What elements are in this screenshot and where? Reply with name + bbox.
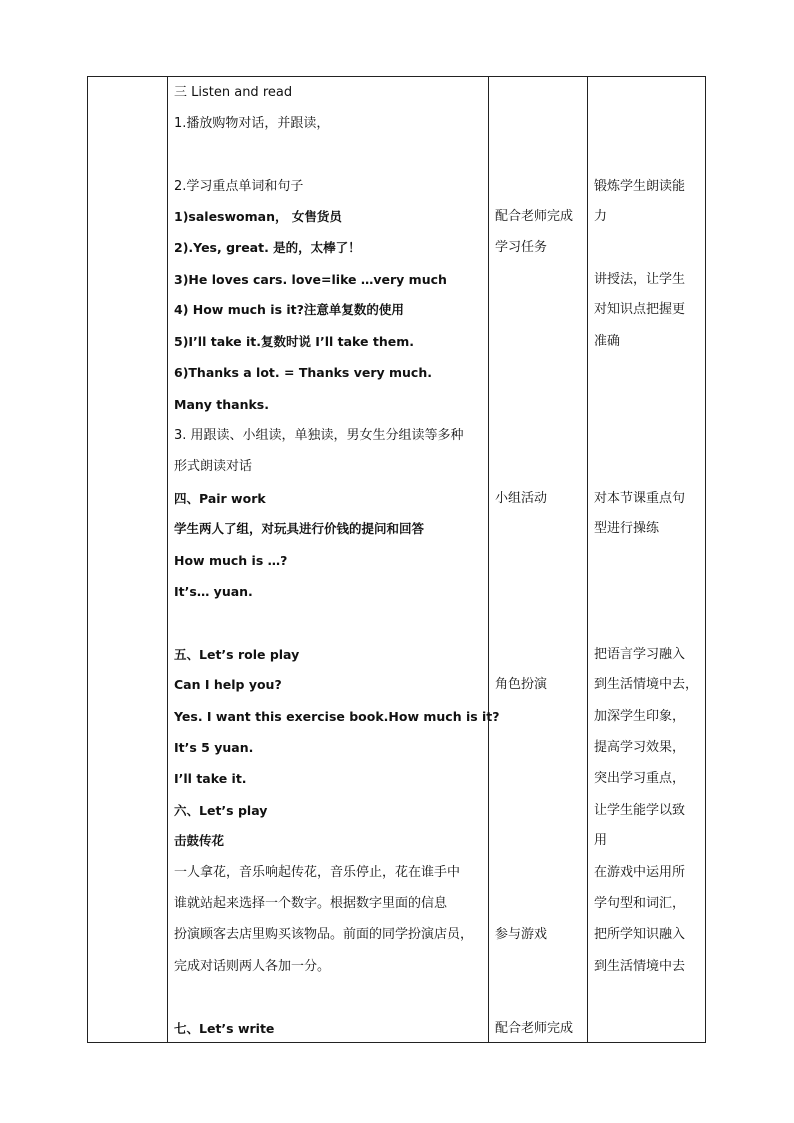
text-line: 学句型和词汇， [594, 896, 686, 911]
text-line: 形式朗读对话 [174, 459, 253, 474]
text-line: 1.播放购物对话，并跟读， [174, 116, 330, 131]
text-line: 把语言学习融入 [594, 647, 686, 662]
text-line: Many thanks. [174, 397, 269, 412]
section-heading: 六、Let’s play [174, 803, 268, 818]
text-line: 扮演顾客去店里购买该物品。前面的同学扮演店员， [174, 927, 474, 942]
text-line: 学生两人了组，对玩具进行价钱的提问和回答 [174, 521, 425, 536]
text-line: 讲授法，让学生 [594, 272, 686, 287]
text-line: Can I help you? [174, 677, 282, 692]
column-divider [167, 77, 168, 1042]
text-line: 锻炼学生朗读能 [594, 179, 686, 194]
text-line: I’ll take it. [174, 771, 247, 786]
text-line: 学习任务 [495, 240, 548, 255]
text-line: 1)saleswoman， 女售货员 [174, 209, 342, 224]
section-heading: 五、Let’s role play [174, 647, 300, 662]
text-line: 角色扮演 [495, 677, 548, 692]
text-line: 3. 用跟读、小组读，单独读，男女生分组读等多种 [174, 428, 464, 443]
text-line: 到生活情境中去 [594, 959, 686, 974]
text-line: How much is …? [174, 553, 288, 568]
text-line: 2.学习重点单词和句子 [174, 179, 304, 194]
text-line: 3)He loves cars. love=like …very much [174, 272, 447, 287]
text-line: 参与游戏 [495, 927, 548, 942]
text-line: 6)Thanks a lot. = Thanks very much. [174, 365, 432, 380]
text-line: It’s… yuan. [174, 584, 253, 599]
column-divider [587, 77, 588, 1042]
text-line: 配合老师完成 [495, 1021, 574, 1036]
text-line: 型进行操练 [594, 521, 660, 536]
text-line: 完成对话则两人各加一分。 [174, 959, 331, 974]
column-divider [488, 77, 489, 1042]
text-line: 让学生能学以致 [594, 803, 686, 818]
text-line: 到生活情境中去， [594, 677, 699, 692]
text-line: 对本节课重点句 [594, 491, 686, 506]
text-line: 4) How much is it?注意单复数的使用 [174, 302, 404, 317]
text-line: 2).Yes, great. 是的，太棒了！ [174, 240, 361, 255]
text-line: 把所学知识融入 [594, 927, 686, 942]
text-line: 谁就站起来选择一个数字。根据数字里面的信息 [174, 896, 448, 911]
text-line: 击鼓传花 [174, 833, 225, 848]
section-heading: 三 Listen and read [174, 85, 293, 100]
text-line: 加深学生印象， [594, 709, 686, 724]
text-line: 小组活动 [495, 491, 548, 506]
text-line: 准确 [594, 334, 621, 349]
text-line: It’s 5 yuan. [174, 740, 254, 755]
text-line: 用 [594, 833, 608, 848]
text-line: 提高学习效果， [594, 740, 686, 755]
text-line: 突出学习重点， [594, 771, 686, 786]
text-line: 一人拿花，音乐响起传花，音乐停止，花在谁手中 [174, 865, 461, 880]
text-line: Yes. I want this exercise book.How much is it? [174, 709, 500, 724]
text-line: 配合老师完成 [495, 209, 574, 224]
text-line: 对知识点把握更 [594, 302, 686, 317]
text-line: 力 [594, 209, 608, 224]
section-heading: 四、Pair work [174, 491, 266, 506]
text-line: 5)I’ll take it.复数时说 I’ll take them. [174, 334, 414, 349]
section-heading: 七、Let’s write [174, 1021, 275, 1036]
text-line: 在游戏中运用所 [594, 865, 686, 880]
